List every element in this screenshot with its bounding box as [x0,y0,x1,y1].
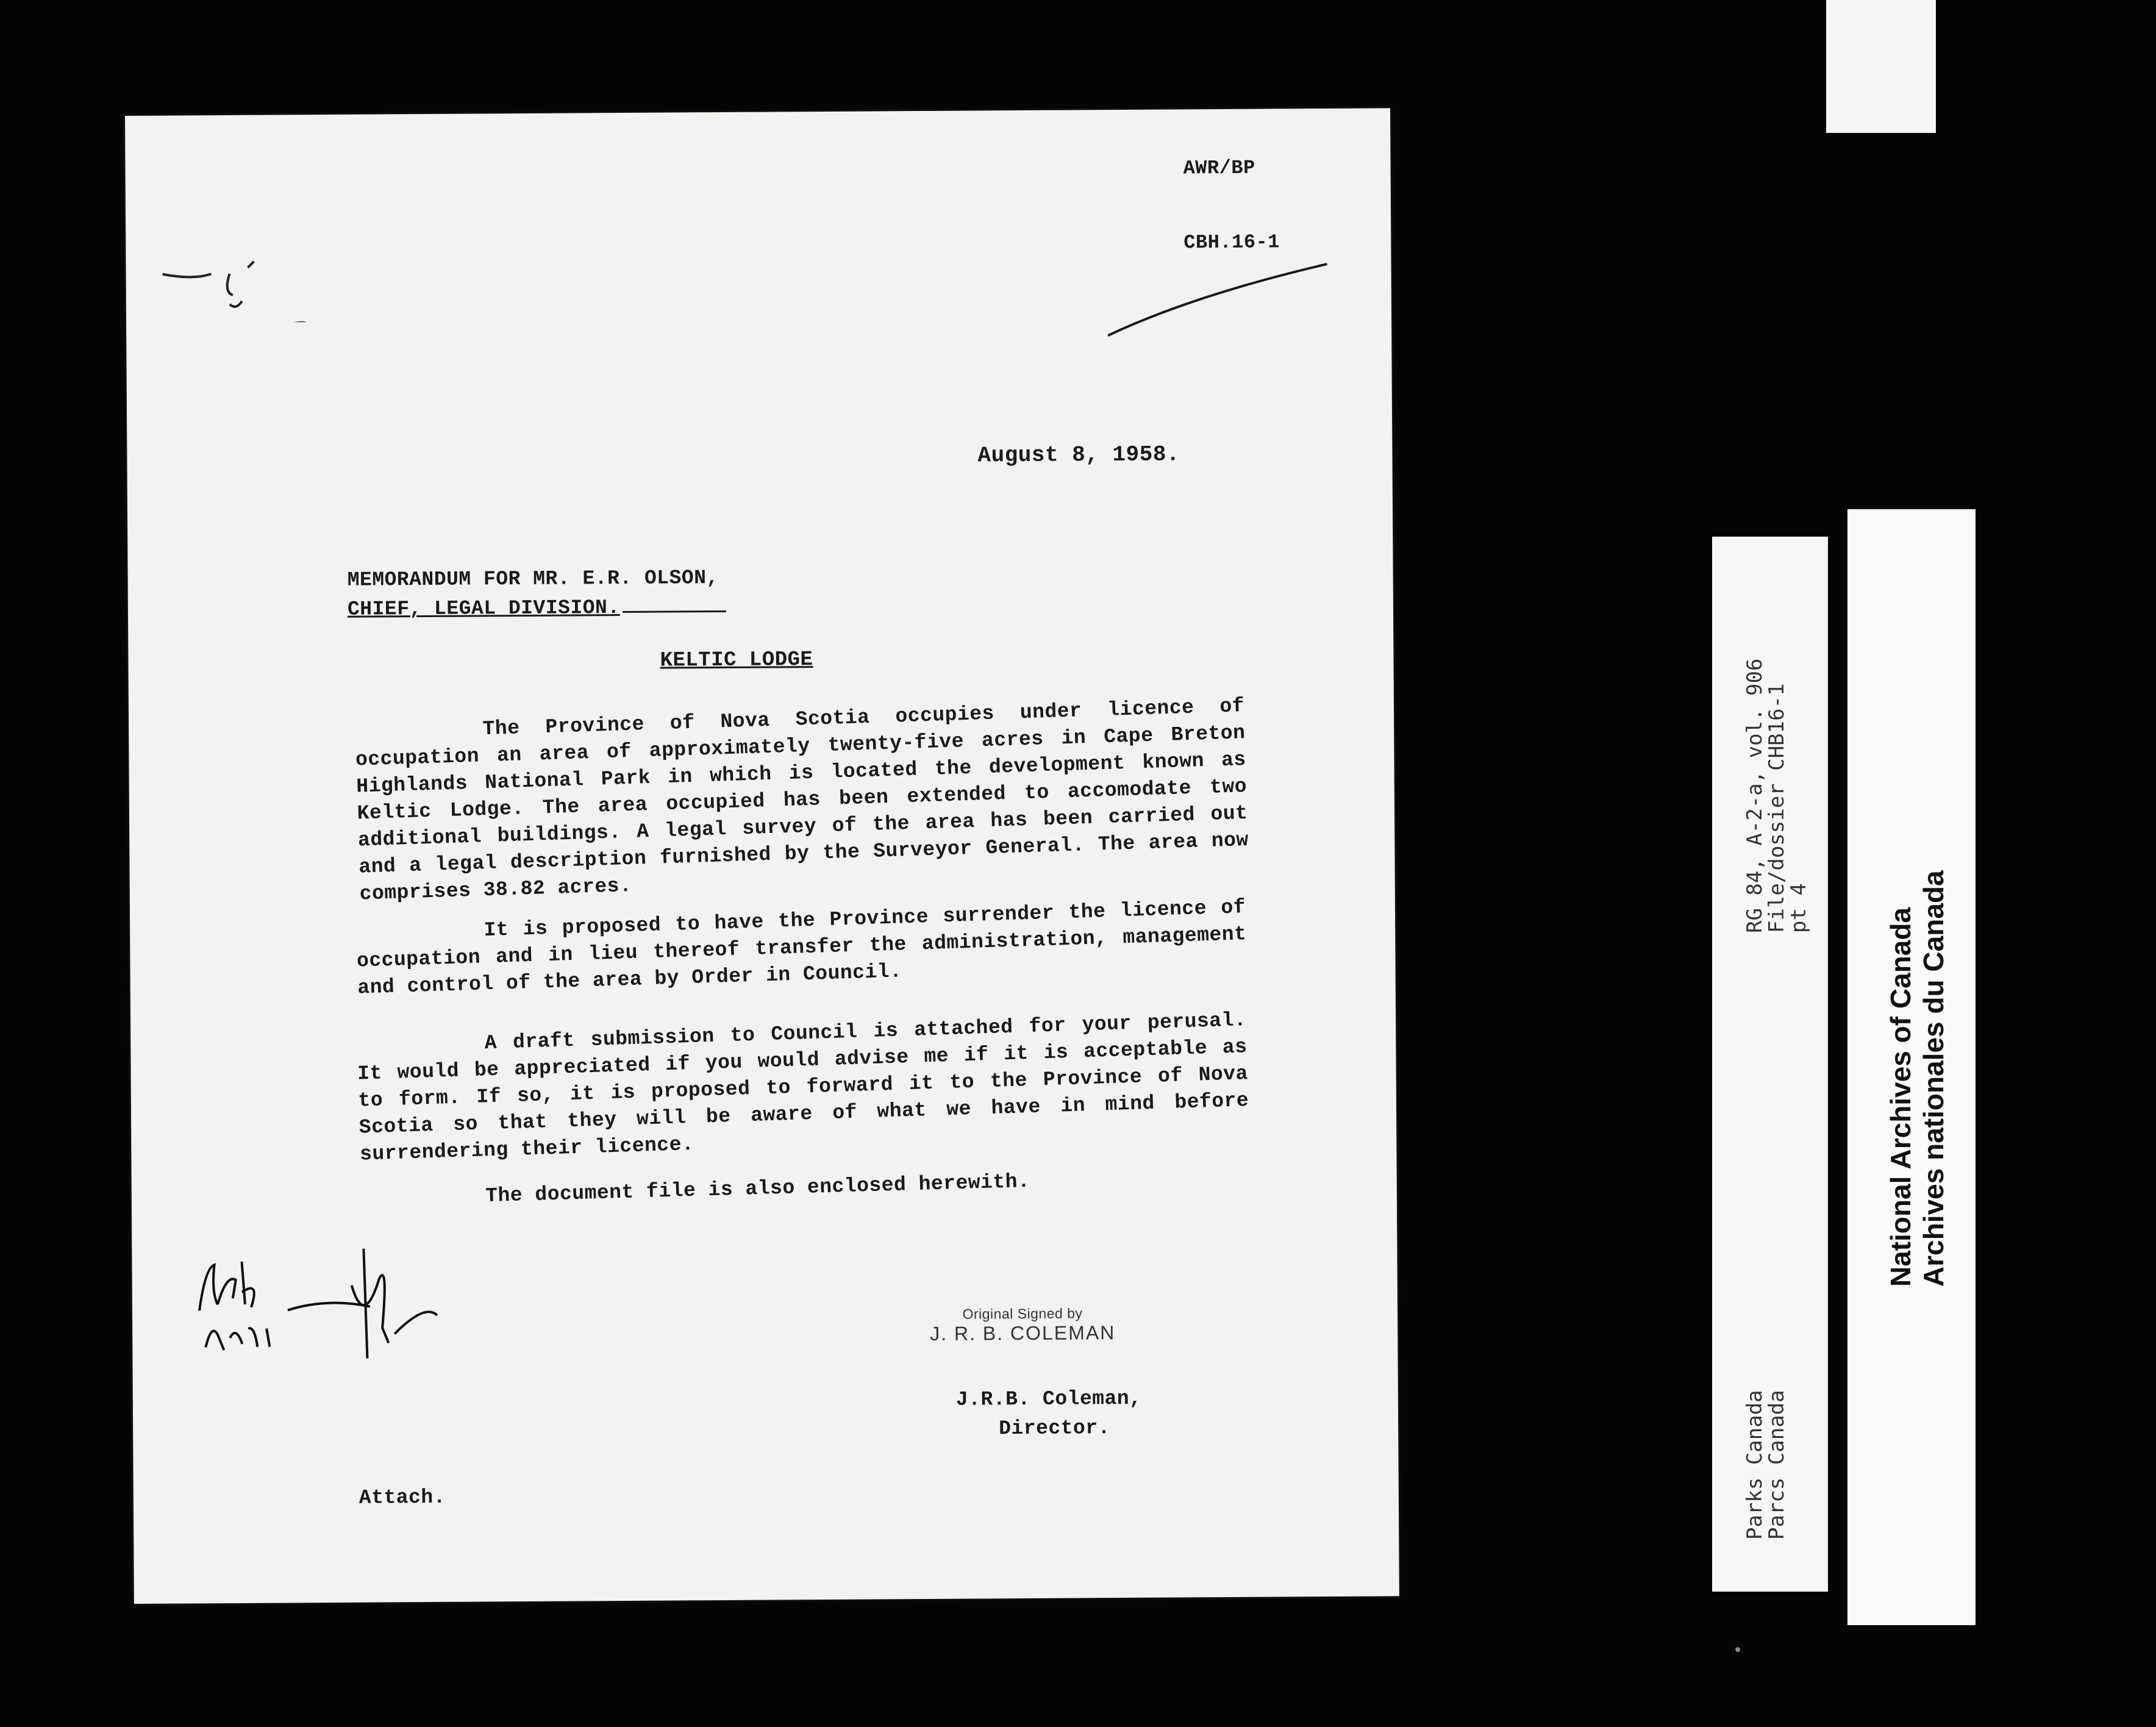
reference-initials: AWR/BP [1183,156,1255,180]
paragraph-4: The document file is also enclosed herewith. [485,1170,1030,1208]
agency-label [1744,1390,1788,1540]
signatory-title: Director. [999,1417,1111,1440]
stamp-line-2: J. R. B. COLEMAN [930,1321,1116,1345]
paragraph-3: A draft submission to Council is attached for your perusal. It would be appreciated if you would advise me if it is acceptable as to form. If so, it is proposed to forward it to the Province of Nova Scotia so that they will be aware of what we have in mind before surrendering their licence. [357,1009,1249,1166]
signature-block [956,1384,1142,1444]
file-code-underline-stroke [1101,258,1333,338]
reference-line-2: File/dossier CHB16-1 [1765,683,1789,933]
stamp-line-1: Original Signed by [962,1305,1083,1322]
institution-label [1884,870,1950,1287]
signatory-name: J.R.B. Coleman, [955,1387,1142,1411]
subject-text: KELTIC LODGE [660,648,813,673]
addressee-line-1: MEMORANDUM FOR MR. E.R. OLSON, [347,567,719,592]
agency-line-2: Parcs Canada [1765,1390,1789,1540]
handwritten-initials [180,1205,523,1390]
memo-date: August 8, 1958. [977,442,1180,468]
archive-reference-label [1744,659,1810,933]
frame-marker-strip [1826,0,1936,133]
memo-addressee [348,563,726,624]
memo-subject [128,645,1393,676]
memo-sheet [125,108,1399,1604]
reference-line-1: RG 84, A-2-a, vol. 906 [1743,658,1767,933]
file-code: CBH.16-1 [1183,231,1280,254]
enclosure-note: Attach. [359,1486,446,1509]
signature-stamp [907,1305,1138,1345]
institution-line-1: National Archives of Canada [1885,907,1916,1287]
institution-line-2: Archives nationales du Canada [1918,870,1949,1287]
paragraph-2: It is proposed to have the Province surrender the licence of occupation and in lieu thereof transfer the administration, management and control of the area by Order in Council. [356,896,1247,999]
paragraph-1: The Province of Nova Scotia occupies under licence of occupation an area of approximately twenty-five acres in Cape Breton Highlands National Park in which is located the development known as Keltic Lodge. The area occupied has been extended to accomodate two additional buildings. A legal survey of the area has been carried out and a legal description furnished by the Surveyor General. The area now comprises 38.82 acres. [355,695,1249,906]
agency-line-1: Parks Canada [1743,1390,1767,1540]
addressee-line-2: CHIEF, LEGAL DIVISION. [347,596,620,621]
handwritten-mark [156,188,315,323]
addressee-underline [623,610,726,613]
film-dust-speck [1732,1643,1744,1656]
reference-line-3: pt 4 [1787,883,1811,933]
